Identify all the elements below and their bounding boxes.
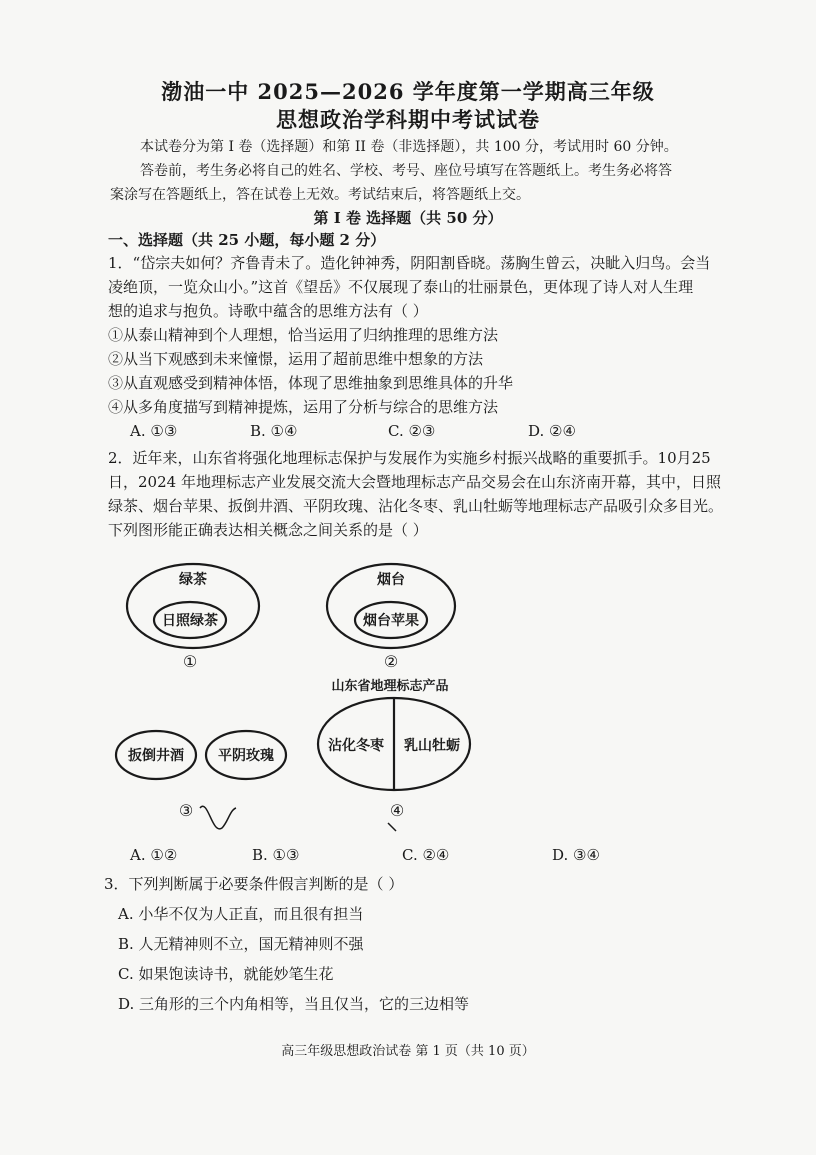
diagram3-right-label: 平阴玫瑰 <box>218 748 274 764</box>
section-heading: 第 I 卷 选择题（共 50 分） <box>313 209 503 227</box>
diagram2-outer-label: 烟台 <box>377 572 405 588</box>
diagram3-squiggle <box>200 806 236 829</box>
q1-stem-line3: 想的追求与抱负。诗歌中蕴含的思维方法有（ ） <box>108 302 428 320</box>
q2-option-a[interactable]: A. ①② <box>130 846 178 864</box>
diagram4-left-label: 沾化冬枣 <box>328 738 384 754</box>
diagram1-inner-label: 日照绿茶 <box>162 613 218 629</box>
diagram1-number: ① <box>182 652 198 671</box>
q1-statement-4: ④从多角度描写到精神提炼，运用了分析与综合的思维方法 <box>108 398 499 416</box>
q2-diagrams <box>0 540 816 840</box>
q1-option-b[interactable]: B. ①④ <box>250 422 298 440</box>
q1-stem-line1: 1．“岱宗夫如何？齐鲁青未了。造化钟神秀，阴阳割昏晓。荡胸生曾云，决眦入归鸟。会当 <box>108 254 711 272</box>
diagram4-number: ④ <box>389 801 405 820</box>
q1-statement-2: ②从当下观感到未来憧憬，运用了超前思维中想象的方法 <box>108 350 484 368</box>
diagram1-outer-label: 绿茶 <box>179 572 207 588</box>
q3-stem: 3．下列判断属于必要条件假言判断的是（ ） <box>104 875 404 893</box>
q3-option-c[interactable]: C. 如果饱读诗书，就能妙笔生花 <box>118 965 334 983</box>
q2-option-b[interactable]: B. ①③ <box>252 846 300 864</box>
exam-title-line2: 思想政治学科期中考试试卷 <box>276 107 540 132</box>
diagram2-inner-label: 烟台苹果 <box>363 613 419 629</box>
instructions-line2: 答卷前，考生务必将自己的姓名、学校、考号、座位号填写在答题纸上。考生务必将答 <box>140 163 672 179</box>
q2-stem-line4: 下列图形能正确表达相关概念之间关系的是（ ） <box>108 521 428 539</box>
q2-option-c[interactable]: C. ②④ <box>402 846 450 864</box>
diagram2-number: ② <box>383 652 399 671</box>
exam-title-line1: 渤油一中 2025—2026 学年度第一学期高三年级 <box>161 79 655 104</box>
q2-stem-line1: 2．近年来，山东省将强化地理标志保护与发展作为实施乡村振兴战略的重要抓手。10月25 <box>108 449 711 467</box>
diagram4-top-label: 山东省地理标志产品 <box>331 679 449 694</box>
q1-statement-3: ③从直观感受到精神体悟，体现了思维抽象到思维具体的升华 <box>108 374 514 392</box>
q1-statement-1: ①从泰山精神到个人理想，恰当运用了归纳推理的思维方法 <box>108 326 499 344</box>
q1-option-a[interactable]: A. ①③ <box>130 422 178 440</box>
q1-stem-line2: 凌绝顶，一览众山小。”这首《望岳》不仅展现了泰山的壮丽景色，更体现了诗人对人生理 <box>108 278 694 296</box>
q3-option-b[interactable]: B. 人无精神则不立，国无精神则不强 <box>118 935 364 953</box>
diagram3-number: ③ <box>178 801 194 820</box>
instructions-line1: 本试卷分为第 I 卷（选择题）和第 II 卷（非选择题），共 100 分，考试用时 60 分钟。 <box>140 139 678 155</box>
instructions-line3: 案涂写在答题纸上，答在试卷上无效。考试结束后，将答题纸上交。 <box>110 187 530 203</box>
part-title: 一、选择题（共 25 小题，每小题 2 分） <box>108 231 386 249</box>
diagram4-right-label: 乳山牡蛎 <box>404 738 460 754</box>
page-footer: 高三年级思想政治试卷 第 1 页（共 10 页） <box>281 1044 535 1059</box>
q3-option-d[interactable]: D. 三角形的三个内角相等，当且仅当，它的三边相等 <box>118 995 470 1013</box>
q1-option-c[interactable]: C. ②③ <box>388 422 436 440</box>
q3-option-a[interactable]: A. 小华不仅为人正直，而且很有担当 <box>118 905 364 923</box>
diagram3-left-label: 扳倒井酒 <box>128 748 184 764</box>
q2-option-d[interactable]: D. ③④ <box>552 846 600 864</box>
q1-option-d[interactable]: D. ②④ <box>528 422 576 440</box>
diagram4-tick <box>388 823 396 831</box>
q2-stem-line3: 绿茶、烟台苹果、扳倒井酒、平阴玫瑰、沾化冬枣、乳山牡蛎等地理标志产品吸引众多目光。 <box>108 497 724 515</box>
q2-stem-line2: 日，2024 年地理标志产业发展交流大会暨地理标志产品交易会在山东济南开幕，其中，日照 <box>108 473 721 491</box>
